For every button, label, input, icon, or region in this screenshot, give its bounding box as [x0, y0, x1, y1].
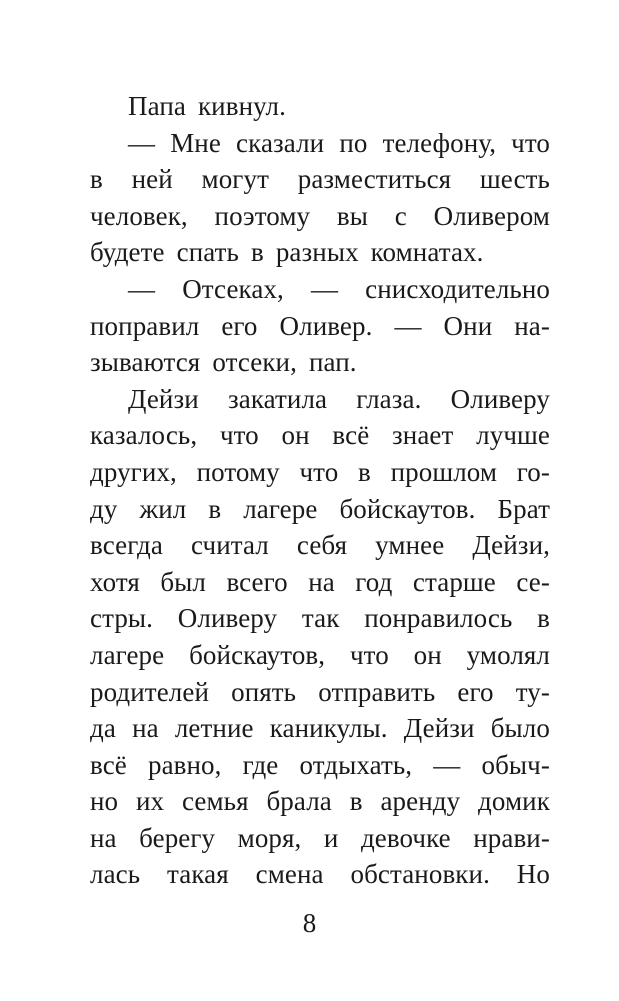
text-line: ду жил в лагере бойскаутов. Брат — [90, 493, 550, 524]
text-line: лагере бойскаутов, что он умолял — [90, 639, 550, 670]
text-line: лась такая смена обстановки. Но — [90, 859, 550, 890]
text-line: зываются отсеки, пап. — [90, 347, 357, 378]
text-line: всё равно, где отдыхать, — обыч- — [90, 749, 550, 780]
text-line: родителей опять отправить его ту- — [90, 676, 550, 707]
text-line: в ней могут разместиться шесть — [90, 164, 550, 195]
text-line: Папа кивнул. — [128, 91, 286, 121]
text-line: казалось, что он всё знает лучше — [90, 420, 550, 451]
text-line: человек, поэтому вы с Оливером — [90, 200, 550, 231]
text-line: хотя был всего на год старше се- — [90, 566, 550, 597]
text-line: будете спать в разных комнатах. — [90, 237, 484, 268]
page-number: 8 — [302, 908, 317, 938]
text-line: да на летние каникулы. Дейзи было — [90, 713, 550, 744]
text-line: — Отсеках, — снисходительно — [128, 273, 550, 304]
text-line: стры. Оливеру так понравилось в — [90, 603, 550, 634]
text-line: поправил его Оливер. — Они на- — [90, 310, 550, 341]
text-line: Дейзи закатила глаза. Оливеру — [128, 383, 550, 414]
text-line: на берегу моря, и девочке нрави- — [90, 822, 550, 853]
text-line: но их семья брала в аренду домик — [90, 786, 550, 817]
text-line: всегда считал себя умнее Дейзи, — [90, 530, 550, 561]
text-line: других, потому что в прошлом го- — [90, 456, 550, 487]
text-line: — Мне сказали по телефону, что — [128, 127, 550, 158]
body-text — [90, 88, 550, 893]
